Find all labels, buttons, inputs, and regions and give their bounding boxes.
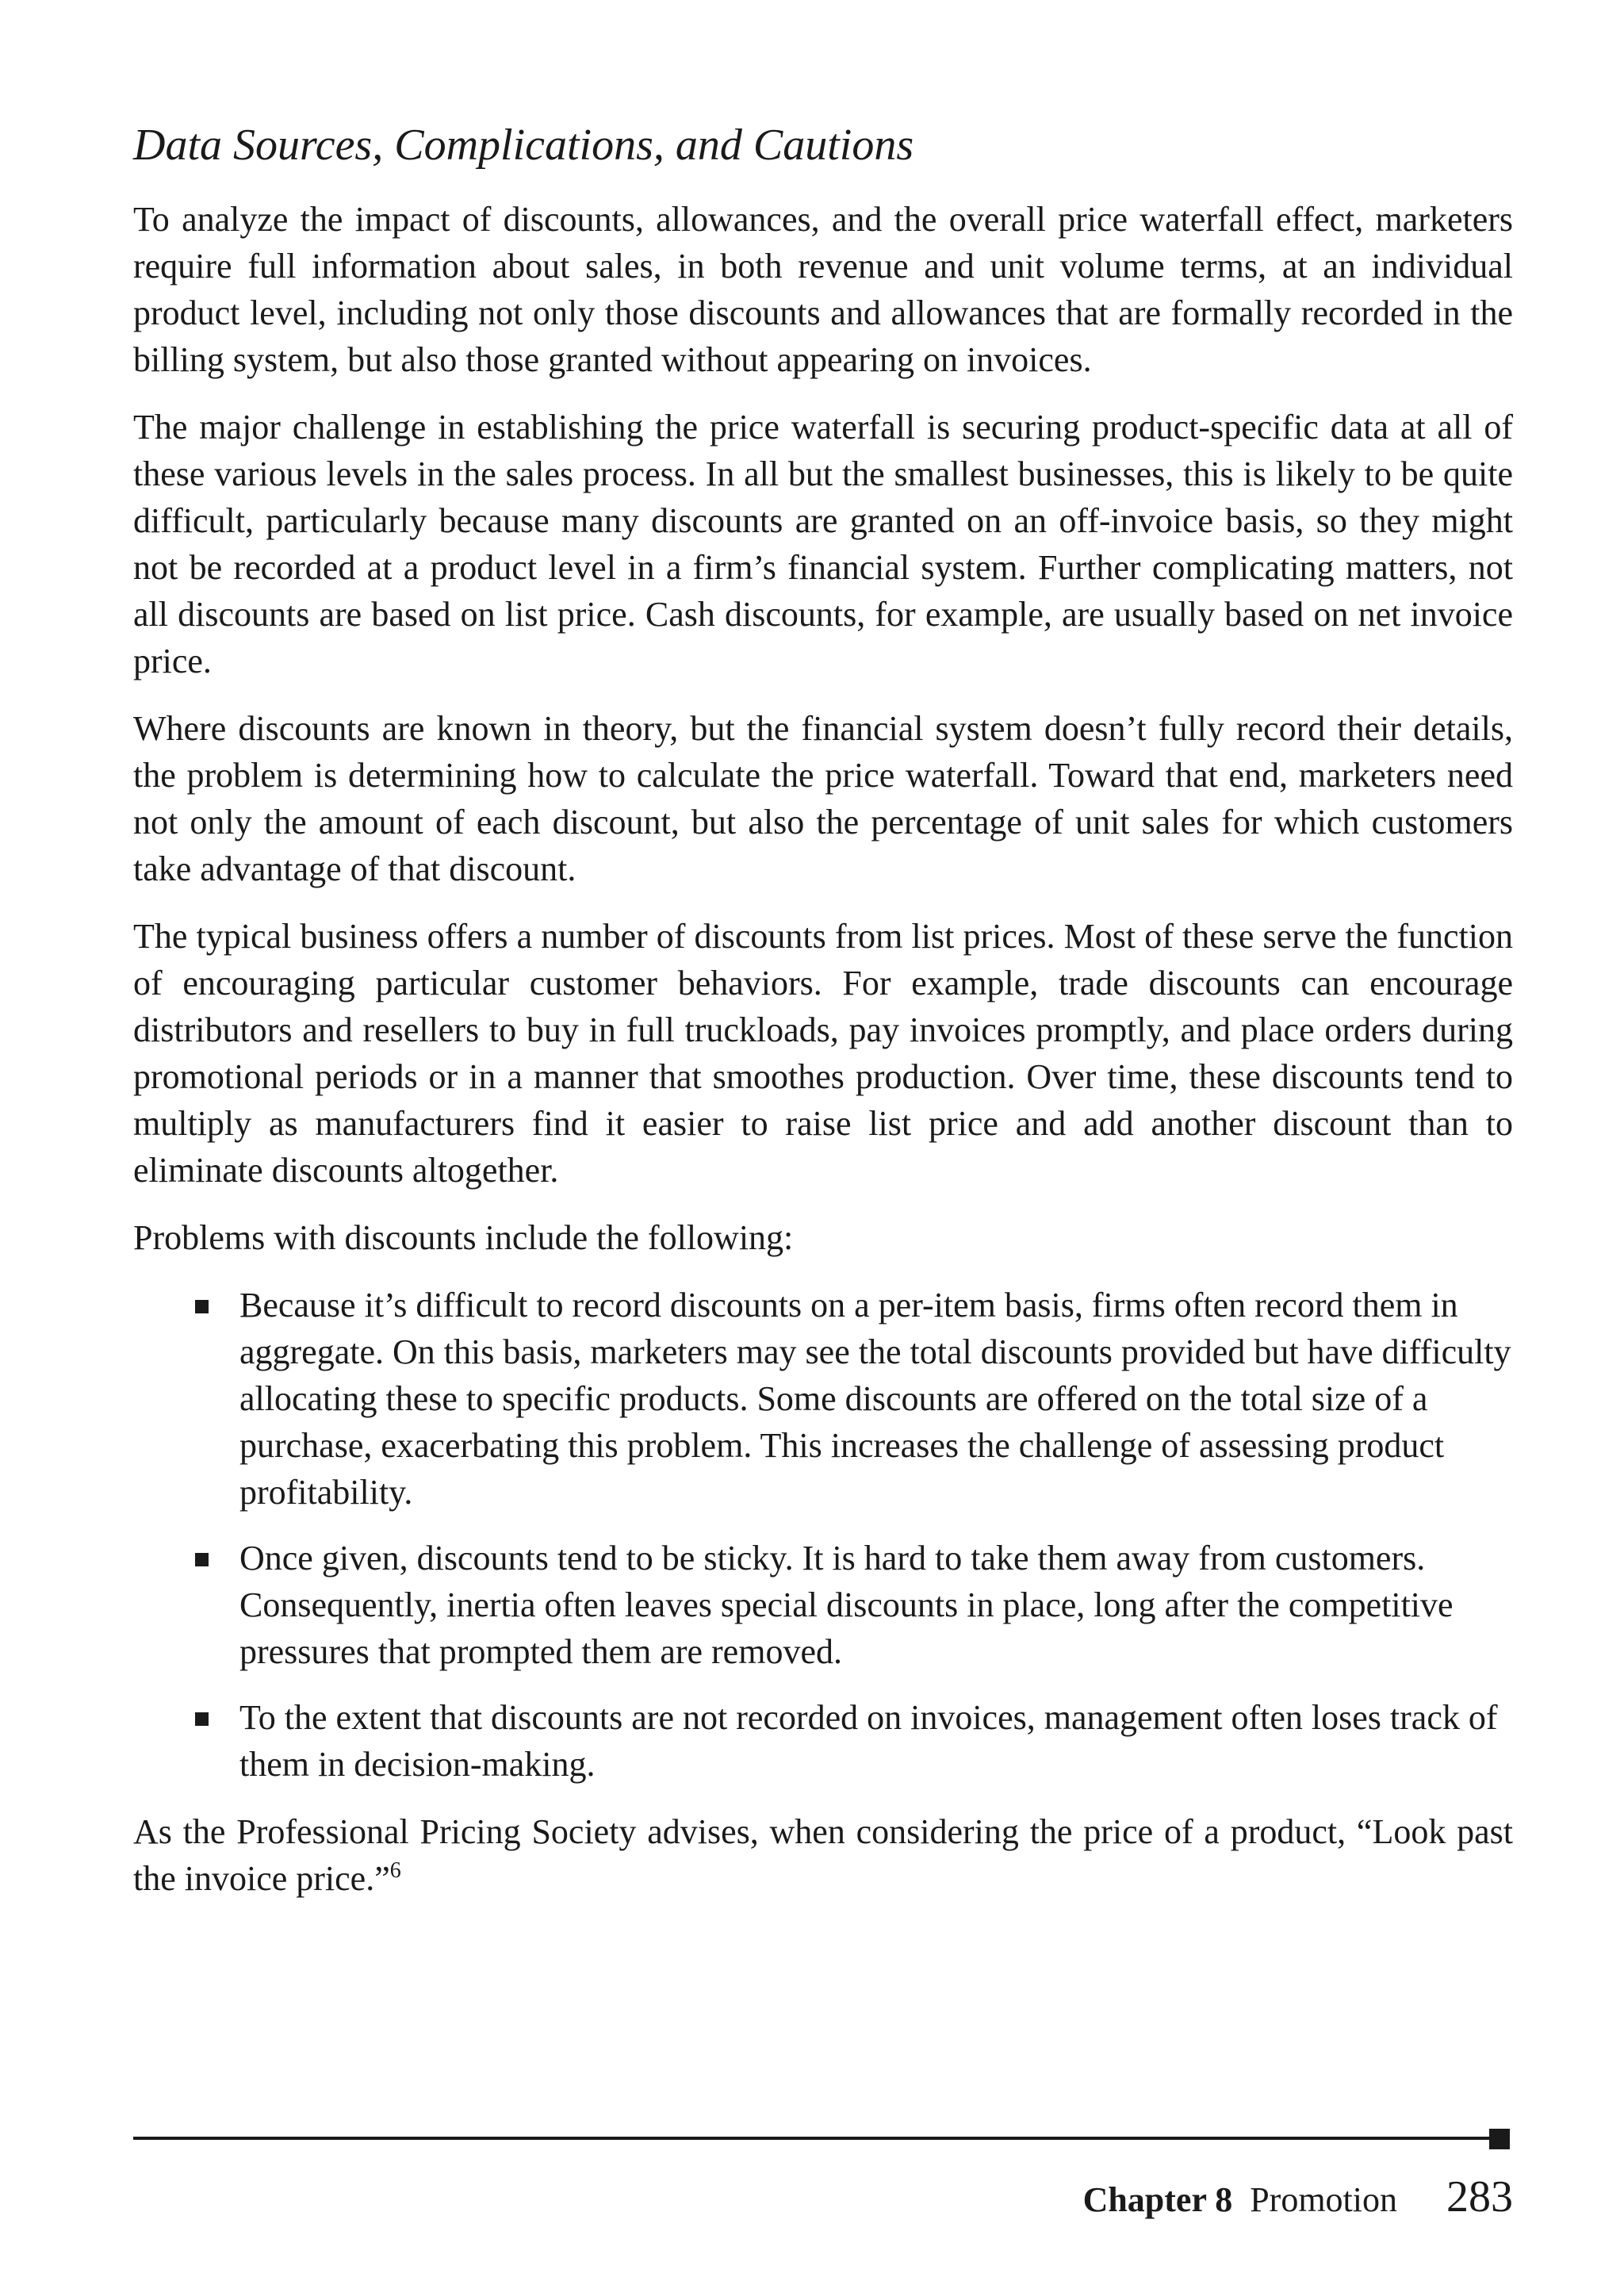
page-number: 283	[1446, 2172, 1513, 2222]
chapter-name: Promotion	[1250, 2180, 1397, 2219]
list-item-text: Because it’s difficult to record discounts on a per-item basis, firms often record them in aggregate. On this basis, marketers may see the total discounts provided but have difficulty allocating these to specific products. Some discounts are offered on the total size of a purchase, exacerbating this problem. This increases the challenge of assessing product profitability.	[239, 1286, 1511, 1512]
list-item-text: Once given, discounts tend to be sticky. It is hard to take them away from customers. Consequently, inertia often leaves special discounts in place, long after the competitive pressures that prompted them are removed.	[239, 1539, 1454, 1672]
footnote-marker: 6	[389, 1858, 401, 1884]
list-item	[133, 1694, 1513, 1788]
chapter-label: Chapter 8	[1082, 2180, 1233, 2219]
paragraph: The typical business offers a number of discounts from list prices. Most of these serve the function of encouraging particular customer behaviors. For example, trade discounts can encourage distributors and resellers to buy in full truckloads, pay invoices promptly, and place orders during promotional periods or in a manner that smoothes production. Over time, these discounts tend to multiply as manufacturers find it easier to raise list price and add another discount than to eliminate discounts altogether.	[133, 917, 1513, 1190]
square-bullet-icon	[195, 1300, 209, 1313]
list-item	[133, 1282, 1513, 1516]
paragraph: The major challenge in establishing the price waterfall is securing product-specific data at all of these various levels in the sales process. In all but the smallest businesses, this is likely to be quite difficult, particularly because many discounts are granted on an off-invoice basis, so they might not be recorded at a product level in a firm’s financial system. Further complicating matters, not all discounts are based on list price. Cash discounts, for example, are usually based on net invoice price.	[133, 408, 1513, 681]
section-title: Data Sources, Complications, and Cautions	[133, 121, 914, 170]
paragraph: To analyze the impact of discounts, allowances, and the overall price waterfall effect, marketers require full information about sales, in both revenue and unit volume terms, at an individual product level, including not only those discounts and allowances that are formally recorded in the billing system, but also those granted without appearing on invoices.	[133, 200, 1513, 380]
list-item	[133, 1535, 1513, 1675]
list-item-text: To the extent that discounts are not recorded on invoices, management often loses track of them in decision-making.	[239, 1698, 1498, 1785]
list-intro: Problems with discounts include the following:	[133, 1218, 794, 1258]
page-footer	[1083, 2172, 1513, 2222]
closing-text: As the Professional Pricing Society advises, when considering the price of a product, “Look past the invoice price.”	[133, 1812, 1513, 1899]
square-bullet-icon	[195, 1553, 209, 1566]
square-bullet-icon	[195, 1712, 209, 1726]
footer-rule	[133, 2137, 1505, 2140]
footer-square-icon	[1489, 2129, 1510, 2149]
paragraph: Where discounts are known in theory, but the financial system doesn’t fully record their details, the problem is determining how to calculate the price waterfall. Toward that end, marketers need not only the amount of each discount, but also the percentage of unit sales for which customers take advantage of that discount.	[133, 709, 1513, 889]
closing-paragraph	[133, 1808, 1513, 1902]
page-body	[133, 119, 1513, 1923]
bullet-list	[133, 1282, 1513, 1788]
